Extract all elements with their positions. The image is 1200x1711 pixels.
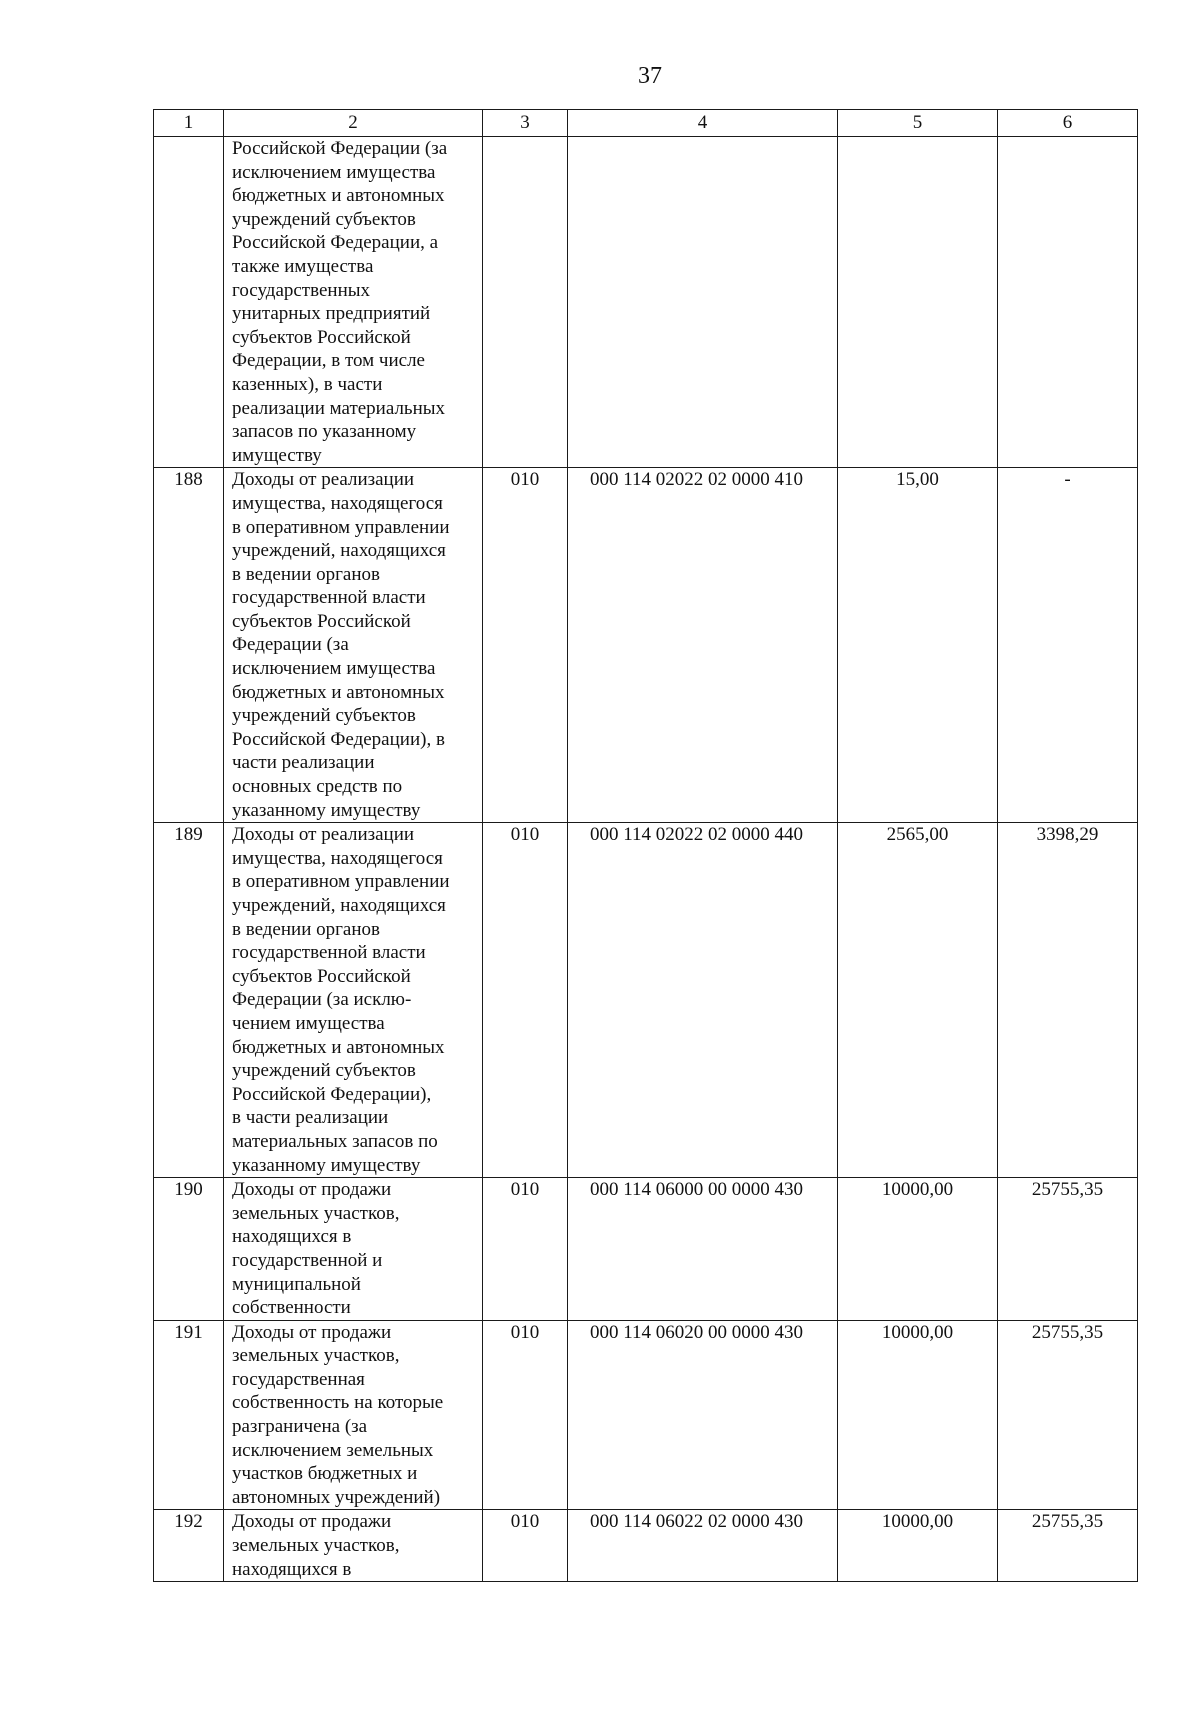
description-cell xyxy=(224,137,483,468)
table-row xyxy=(154,1320,1138,1510)
budget-code-cell: 000 114 06020 00 0000 430 xyxy=(568,1320,838,1510)
description-text: Доходы от продажи земельных участков, государственная собственность на которые разграничена (за исключением земельных участков бюджетных и автономных учреждений) xyxy=(232,1321,444,1508)
table-header-row xyxy=(154,110,1138,137)
value-col6-cell: - xyxy=(998,468,1138,823)
description-text: Доходы от реализации имущества, находящегося в оперативном управлении учреждений, находящихся в ведении органов государственной власти субъектов Российской Федерации (за исклю- чением имущества бюджетных и автономных учреждений субъектов Российской Федерации), в части реализации материальных запасов по указанному имуществу xyxy=(232,824,450,1176)
description-cell xyxy=(224,823,483,1178)
description-text: Российской Федерации (за исключением имущества бюджетных и автономных учреждений субъектов Российской Федерации, а также имущества государственных унитарных предприятий субъектов Российской Федерации, в том числе казенных), в части реализации материальных запасов по указанному имуществу xyxy=(232,138,448,466)
table-row xyxy=(154,468,1138,823)
code-cell xyxy=(483,137,568,468)
column-header: 3 xyxy=(483,110,568,137)
column-header: 6 xyxy=(998,110,1138,137)
budget-code-cell: 000 114 02022 02 0000 410 xyxy=(568,468,838,823)
value-col5-cell xyxy=(838,137,998,468)
row-number-cell: 191 xyxy=(154,1320,224,1510)
column-header: 1 xyxy=(154,110,224,137)
value-col5-cell: 2565,00 xyxy=(838,823,998,1178)
column-header: 4 xyxy=(568,110,838,137)
code-cell: 010 xyxy=(483,823,568,1178)
row-number-cell: 190 xyxy=(154,1178,224,1321)
column-header: 5 xyxy=(838,110,998,137)
value-col5-cell: 10000,00 xyxy=(838,1510,998,1582)
budget-code-cell xyxy=(568,137,838,468)
row-number-cell xyxy=(154,137,224,468)
value-col6-cell: 25755,35 xyxy=(998,1320,1138,1510)
code-cell: 010 xyxy=(483,468,568,823)
table-row xyxy=(154,823,1138,1178)
table-row xyxy=(154,137,1138,468)
value-col5-cell: 15,00 xyxy=(838,468,998,823)
budget-code-cell: 000 114 02022 02 0000 440 xyxy=(568,823,838,1178)
table-row xyxy=(154,1178,1138,1321)
description-cell xyxy=(224,468,483,823)
value-col6-cell: 3398,29 xyxy=(998,823,1138,1178)
description-cell xyxy=(224,1178,483,1321)
row-number-cell: 192 xyxy=(154,1510,224,1582)
value-col5-cell: 10000,00 xyxy=(838,1178,998,1321)
description-cell xyxy=(224,1320,483,1510)
row-number-cell: 189 xyxy=(154,823,224,1178)
budget-code-cell: 000 114 06000 00 0000 430 xyxy=(568,1178,838,1321)
revenue-table xyxy=(153,109,1138,1582)
description-text: Доходы от продажи земельных участков, находящихся в xyxy=(232,1511,400,1580)
budget-code-cell: 000 114 06022 02 0000 430 xyxy=(568,1510,838,1582)
value-col6-cell: 25755,35 xyxy=(998,1510,1138,1582)
page-number: 37 xyxy=(638,63,662,89)
value-col6-cell xyxy=(998,137,1138,468)
code-cell: 010 xyxy=(483,1510,568,1582)
code-cell: 010 xyxy=(483,1320,568,1510)
row-number-cell: 188 xyxy=(154,468,224,823)
value-col5-cell: 10000,00 xyxy=(838,1320,998,1510)
column-header: 2 xyxy=(224,110,483,137)
table-row xyxy=(154,1510,1138,1582)
value-col6-cell: 25755,35 xyxy=(998,1178,1138,1321)
code-cell: 010 xyxy=(483,1178,568,1321)
description-text: Доходы от реализации имущества, находящегося в оперативном управлении учреждений, находящихся в ведении органов государственной власти субъектов Российской Федерации (за исключением имущества бюджетных и автономных учреждений субъектов Российской Федерации), в части реализации основных средств по указанному имуществу xyxy=(232,469,450,821)
description-cell xyxy=(224,1510,483,1582)
description-text: Доходы от продажи земельных участков, находящихся в государственной и муниципальной собственности xyxy=(232,1179,400,1319)
